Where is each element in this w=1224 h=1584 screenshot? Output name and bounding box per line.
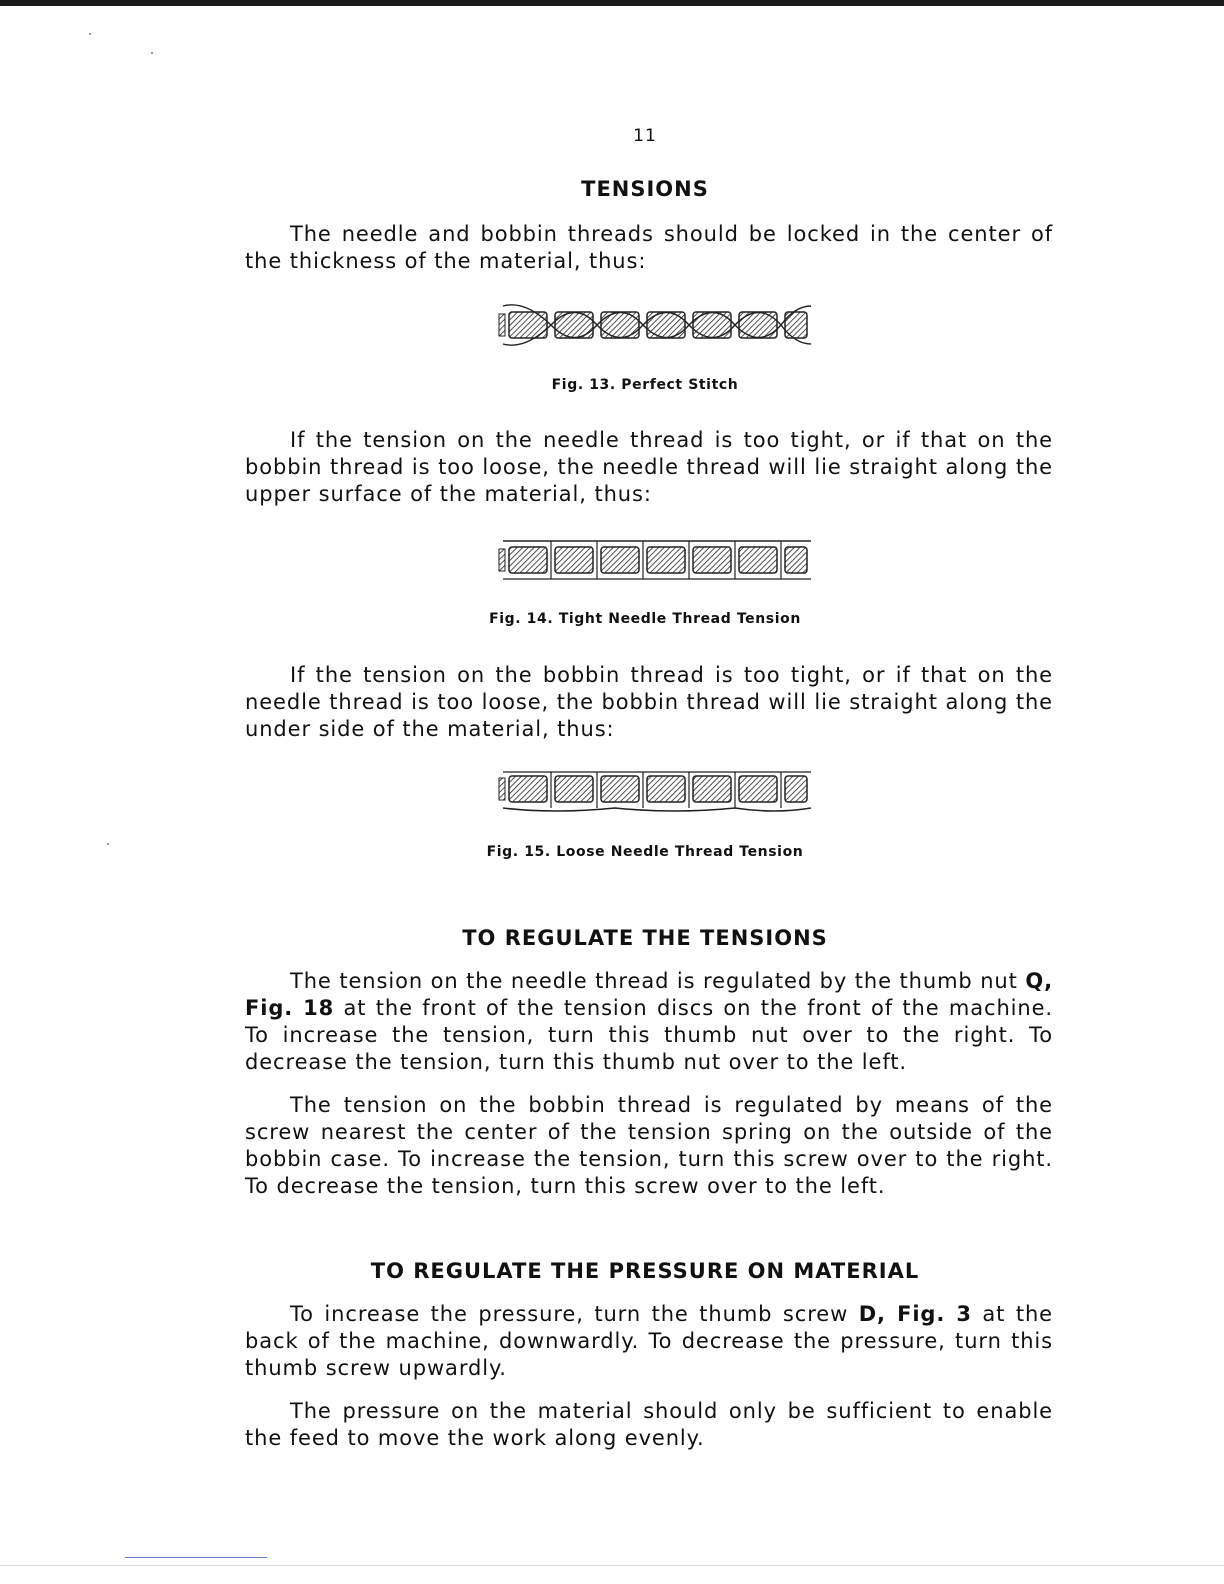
paragraph-bobbin-screw: The tension on the bobbin thread is regulated by means of the screw nearest the center of the tension spring on the outside of the bobbin case. To increase the tension, turn this screw over to the right. To decrease the tension, turn this screw over to the left.: [245, 1093, 1053, 1198]
fig14-tight-needle-diagram: [495, 535, 815, 585]
paragraph-locked-center: The needle and bobbin threads should be locked in the center of the thickness of the material, thus:: [245, 222, 1053, 273]
page-number: 11: [633, 126, 657, 146]
text-run: To increase the pressure, turn the thumb screw: [290, 1302, 859, 1326]
top-scan-border: [0, 0, 1224, 6]
paragraph-tight-needle: If the tension on the needle thread is too tight, or if that on the bobbin thread is too loose, the needle thread will lie straight along the upper surface of the material, thus:: [245, 428, 1053, 506]
text-run: at the back of the machine, downwardly. To decrease the pressure, turn this thumb screw upwardly.: [245, 1302, 1053, 1380]
scan-speck: [151, 52, 153, 54]
heading-regulate-tensions: TO REGULATE THE TENSIONS: [462, 926, 828, 950]
fig13-caption: Fig. 13. Perfect Stitch: [551, 377, 739, 393]
fig15-loose-needle-diagram: [495, 768, 815, 818]
figure-reference-d: D, Fig. 3: [858, 1302, 972, 1326]
text-run: at the front of the tension discs on the front of the machine. To increase the tension, turn this thumb nut over to the right. To decrease the tension, turn this thumb nut over to the left.: [245, 996, 1053, 1074]
heading-tensions: TENSIONS: [581, 177, 709, 201]
paragraph-tight-bobbin: If the tension on the bobbin thread is too tight, or if that on the needle thread is too loose, the bobbin thread will lie straight along the under side of the material, thus:: [245, 663, 1053, 741]
fig14-caption: Fig. 14. Tight Needle Thread Tension: [489, 611, 801, 627]
text-run: The tension on the needle thread is regulated by the thumb nut: [290, 969, 1026, 993]
bobbin-thread: [503, 808, 811, 811]
scan-speck: [89, 33, 91, 35]
heading-regulate-pressure: TO REGULATE THE PRESSURE ON MATERIAL: [370, 1259, 920, 1283]
paragraph-needle-thumb-nut: [245, 968, 1053, 1076]
paragraph-pressure-sufficient: The pressure on the material should only be sufficient to enable the feed to move the work along evenly.: [245, 1399, 1053, 1450]
scan-edge-line: [125, 1557, 267, 1558]
fig15-caption: Fig. 15. Loose Needle Thread Tension: [486, 844, 804, 860]
figure-reference-q: Q, Fig. 18: [245, 969, 1053, 1020]
scan-bottom-edge: [0, 1565, 1224, 1566]
fig13-perfect-stitch-diagram: [495, 300, 815, 350]
paragraph-thumb-screw: [245, 1301, 1053, 1382]
